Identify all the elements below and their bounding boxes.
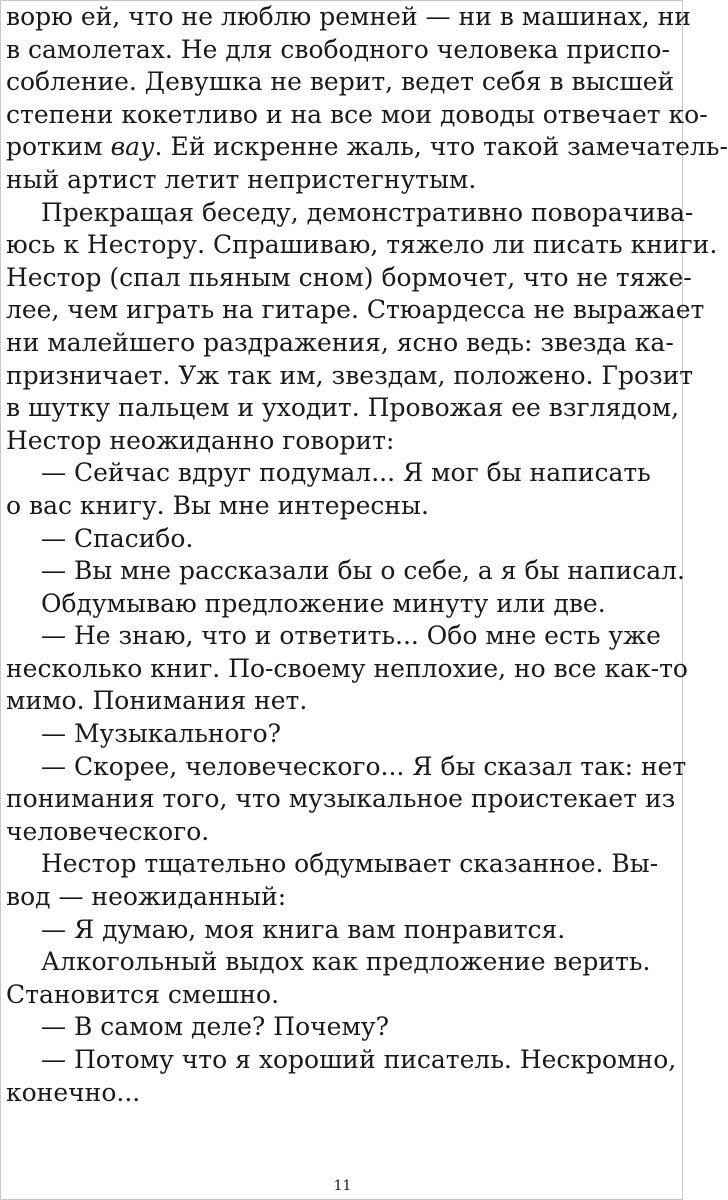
- text-fragment: несколько книг. По-своему неплохие, но все как-то: [6, 653, 688, 683]
- text-fragment: ротким: [6, 132, 111, 162]
- text-line: [6, 229, 718, 262]
- text-fragment: Алкогольный выдох как предложение верить.: [41, 947, 651, 977]
- text-line: [6, 620, 661, 653]
- text-line: [6, 816, 648, 849]
- text-line: [6, 718, 648, 751]
- text-fragment: ный артист летит непристегнутым.: [6, 164, 477, 194]
- page-number: 11: [333, 1178, 352, 1194]
- text-fragment: собление. Девушка не верит, ведет себя в высшей: [6, 67, 675, 97]
- text-fragment: Обдумываю предложение минуту или две.: [41, 588, 606, 618]
- text-line: [6, 751, 687, 784]
- text-fragment: — Музыкального?: [41, 719, 282, 749]
- text-line: [6, 848, 659, 881]
- text-line: [6, 685, 648, 718]
- text-line: [6, 653, 688, 686]
- text-line: [6, 99, 708, 132]
- text-line: [6, 392, 680, 425]
- text-fragment: . Ей искренне жаль, что такой замечатель-: [154, 132, 728, 162]
- text-fragment: степени кокетливо и на все мои доводы отвечает ко-: [6, 99, 708, 129]
- text-fragment: призничает. Уж так им, звездам, положено. Грозит: [6, 360, 694, 390]
- text-line: [6, 34, 670, 67]
- text-line: [6, 294, 705, 327]
- text-line: [6, 881, 648, 914]
- text-fragment: — В самом деле? Почему?: [41, 1012, 390, 1042]
- text-line: [6, 783, 676, 816]
- text-fragment: Прекращая беседу, демонстративно поворачива-: [41, 197, 694, 227]
- text-fragment: конечно...: [6, 1077, 141, 1107]
- text-line: [6, 588, 648, 621]
- text-line: [6, 360, 694, 393]
- text-fragment: Становится смешно.: [6, 979, 280, 1009]
- text-line: [6, 197, 694, 230]
- text-fragment: — Потому что я хороший писатель. Нескромно,: [41, 1045, 677, 1074]
- text-line: [6, 1077, 648, 1110]
- text-fragment: ворю ей, что не люблю ремней — ни в машинах, ни: [6, 2, 691, 31]
- text-line: [6, 523, 648, 556]
- text-line: [6, 425, 648, 458]
- text-line: [6, 914, 648, 947]
- text-fragment: в шутку пальцем и уходит. Провожая ее взглядом,: [6, 393, 680, 423]
- text-line: [6, 1011, 648, 1044]
- text-line: [6, 1, 691, 34]
- text-fragment: — Скорее, человеческого... Я бы сказал так: нет: [41, 751, 687, 781]
- text-fragment: вод — неожиданный:: [6, 882, 287, 912]
- text-line: [6, 946, 651, 979]
- text-line: [6, 262, 692, 295]
- text-fragment: — Сейчас вдруг подумал... Я мог бы написать: [41, 458, 651, 488]
- text-fragment: — Вы мне рассказали бы о себе, а я бы написал.: [41, 556, 686, 586]
- text-line: [6, 979, 648, 1012]
- text-fragment: лее, чем играть на гитаре. Стюардесса не выражает: [6, 295, 705, 325]
- body-text: [6, 1, 728, 1109]
- text-fragment: в самолетах. Не для свободного человека приспо-: [6, 34, 670, 64]
- text-line: [6, 1044, 677, 1077]
- text-line: [6, 66, 675, 99]
- text-fragment: — Я думаю, моя книга вам понравится.: [41, 914, 566, 944]
- text-line: [6, 131, 728, 164]
- text-fragment: человеческого.: [6, 816, 210, 846]
- text-fragment: Нестор неожиданно говорит:: [6, 425, 395, 455]
- text-fragment: Нестор тщательно обдумывает сказанное. Вы-: [41, 849, 659, 879]
- text-fragment: юсь к Нестору. Спрашиваю, тяжело ли писать книги.: [6, 230, 718, 260]
- text-fragment: понимания того, что музыкальное проистекает из: [6, 784, 676, 814]
- text-fragment: — Не знаю, что и ответить... Обо мне есть уже: [41, 621, 661, 651]
- italic-word: вау: [110, 132, 155, 162]
- text-fragment: — Спасибо.: [41, 523, 194, 553]
- text-line: [6, 490, 648, 523]
- text-fragment: мимо. Понимания нет.: [6, 686, 308, 716]
- text-fragment: о вас книгу. Вы мне интересны.: [6, 490, 429, 520]
- text-fragment: ни малейшего раздражения, ясно ведь: звезда ка-: [6, 327, 674, 357]
- text-line: [6, 457, 651, 490]
- text-line: [6, 555, 686, 588]
- text-line: [6, 327, 674, 360]
- text-fragment: Нестор (спал пьяным сном) бормочет, что не тяже-: [6, 262, 692, 292]
- text-line: [6, 164, 648, 197]
